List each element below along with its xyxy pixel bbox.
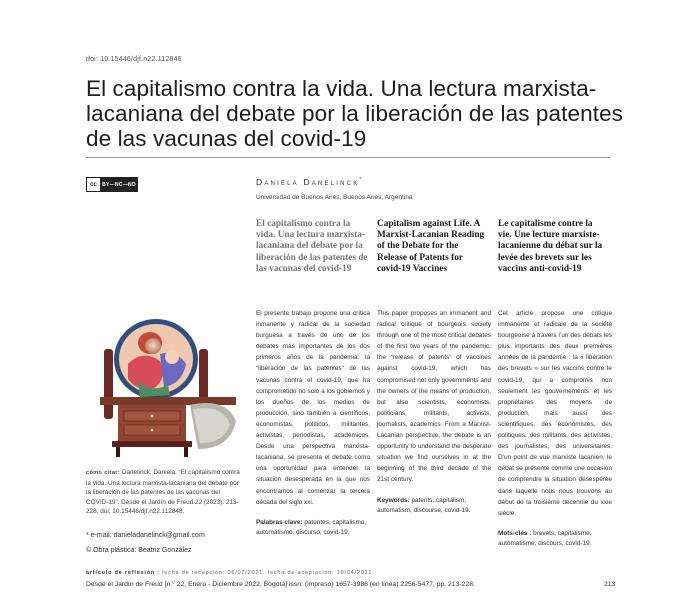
cc-logo-icon: cc xyxy=(87,178,101,191)
cc-license-terms: BY—NC—ND xyxy=(101,178,137,191)
keywords-fr-text: brevets, capitalisme, automatisme, discours, covid-19. xyxy=(498,529,592,547)
title-divider xyxy=(86,157,610,158)
article-title: El capitalismo contra la vida. Una lectura marxista-lacaniana del debate por la liberación de las patentes de las vacunas del covid-19 xyxy=(86,76,624,151)
artwork-credit: © Obra plástica: Beatriz González xyxy=(86,547,192,554)
keywords-es-label: Palabras clave: xyxy=(256,518,303,526)
page-number: 213 xyxy=(604,581,616,588)
keywords-en-label: Keywords: xyxy=(377,496,410,504)
column-fr-heading-wrap xyxy=(498,219,608,275)
keywords-es xyxy=(256,518,370,538)
journal-reference: Desde el Jardín de Freud [n.° 22, Enero - Diciembre 2022, Bogotá] issn: (impreso) 1657-3986 (en línea) 2256-5477, pp. 213-228. xyxy=(86,581,475,588)
citation-text: Danelinck, Daniela. “El capitalismo contra la vida. Una lectura marxista-lacaniana del debate por la liberación de las patentes de las vacunas del COVID-19”. Desde el Jardín de Freud 22 (2023): 213-228, doi: 10.15446/djf.n22.112848. xyxy=(86,469,240,515)
keywords-en-text: patents, capitalism, automatism, discourse, covid-19. xyxy=(377,496,471,514)
keywords-en xyxy=(377,496,491,516)
heading-en: Capitalism against Life. A Marxist-Lacanian Reading of the Debate for the Release of Patents for covid-19 Vaccines xyxy=(377,219,485,274)
author-email: * e-mail: danieladanelinck@gmail.com xyxy=(86,532,205,539)
heading-es: El capitalismo contra la vida. Una lectura marxista-lacaniana del debate por la liberación de las patentes de las vacunas del covid-19 xyxy=(256,219,368,274)
column-en xyxy=(377,308,491,516)
abstract-en: This paper proposes an immanent and radical critique of bourgeois society through one of the most critical debates of the first two years of the pandemic: the “release of patents” of vaccines against covid-19, which has compromised not only governments and the owners of the means of production, but also scientists, economists, politicians, militants, activists, journalists, academics. From a Marxist-Lacanian perspective, the debate is an opportunity to understand the desperate situation we find ourselves in at the beginning of the third decade of the 21st century. xyxy=(377,310,491,484)
abstract-es: El presente trabajo propone una crítica inmanente y radical de la sociedad burguesa a través de uno de los debates más importantes de los dos primeros años de la pandemia: la “liberación de las patentes” de las vacunas contra el covid-19, que ha comprometido no solo a los gobiernos y los dueños de los medios de producción, sino también a científicos, economistas, políticos, militantes, activistas, periodistas, académicos. Desde una perspectiva marxista-lacaniana, se presenta el debate como una oportunidad para entender la situación desesperada en la que nos encontramos al comenzar la tercera década del siglo xxi. xyxy=(256,310,370,506)
keywords-fr-label: Mots-clés : xyxy=(498,529,532,537)
heading-fr: Le capitalisme contre la vie. Une lecture marxiste-lacanienne du débat sur la levée des brevets sur les vaccins anti-covid-19 xyxy=(498,219,603,274)
column-en-heading-wrap xyxy=(377,219,485,275)
received-accepted-dates: | fecha de recepción: 06/07/2021. fecha de aceptación: 18/04/2022. xyxy=(155,570,375,576)
keywords-fr xyxy=(498,529,612,549)
author-footnote-mark: * xyxy=(359,177,364,184)
abstract-fr: Cet article propose une critique immanente et radicale de la société bourgeoise à travers l’un des débats les plus importants des deux premières années de la pandémie : la « libération des brevets » sur les vaccins contre le covid-19, qui a compromis non seulement les gouvernements et les propriétaires des moyens de production, mais aussi des scientifiques, des économistes, des politiques, des militants, des activistes, des journalistes, des universitaires. D’un point de vue marxiste lacanien, le débat se présente comme une occasion de comprendre la situation désespérée dans laquelle nous nous trouvons au début de la troisième décennie du xxie siècle. xyxy=(498,310,612,517)
column-es xyxy=(256,308,370,538)
section-dates-line xyxy=(86,570,375,576)
section-label: artículo de reflexión xyxy=(86,570,156,576)
column-fr xyxy=(498,308,612,549)
keywords-es-text: patentes, capitalismo, automatismo, discurso, covid-19. xyxy=(256,518,367,536)
author-name-text: Daniela Danelinck xyxy=(256,177,360,187)
author-affiliation: Universidad de Buenos Aires, Buenos Aires, Argentina xyxy=(256,194,413,201)
citation-label: cómo citar: xyxy=(86,470,121,476)
citation-block xyxy=(86,468,241,517)
cc-license-badge xyxy=(86,177,138,192)
artwork-image xyxy=(98,309,238,459)
column-es-heading-wrap xyxy=(256,219,368,275)
doi-line: doi: 10.15446/djf.n22.112848 xyxy=(86,56,182,63)
author-name xyxy=(256,177,364,187)
